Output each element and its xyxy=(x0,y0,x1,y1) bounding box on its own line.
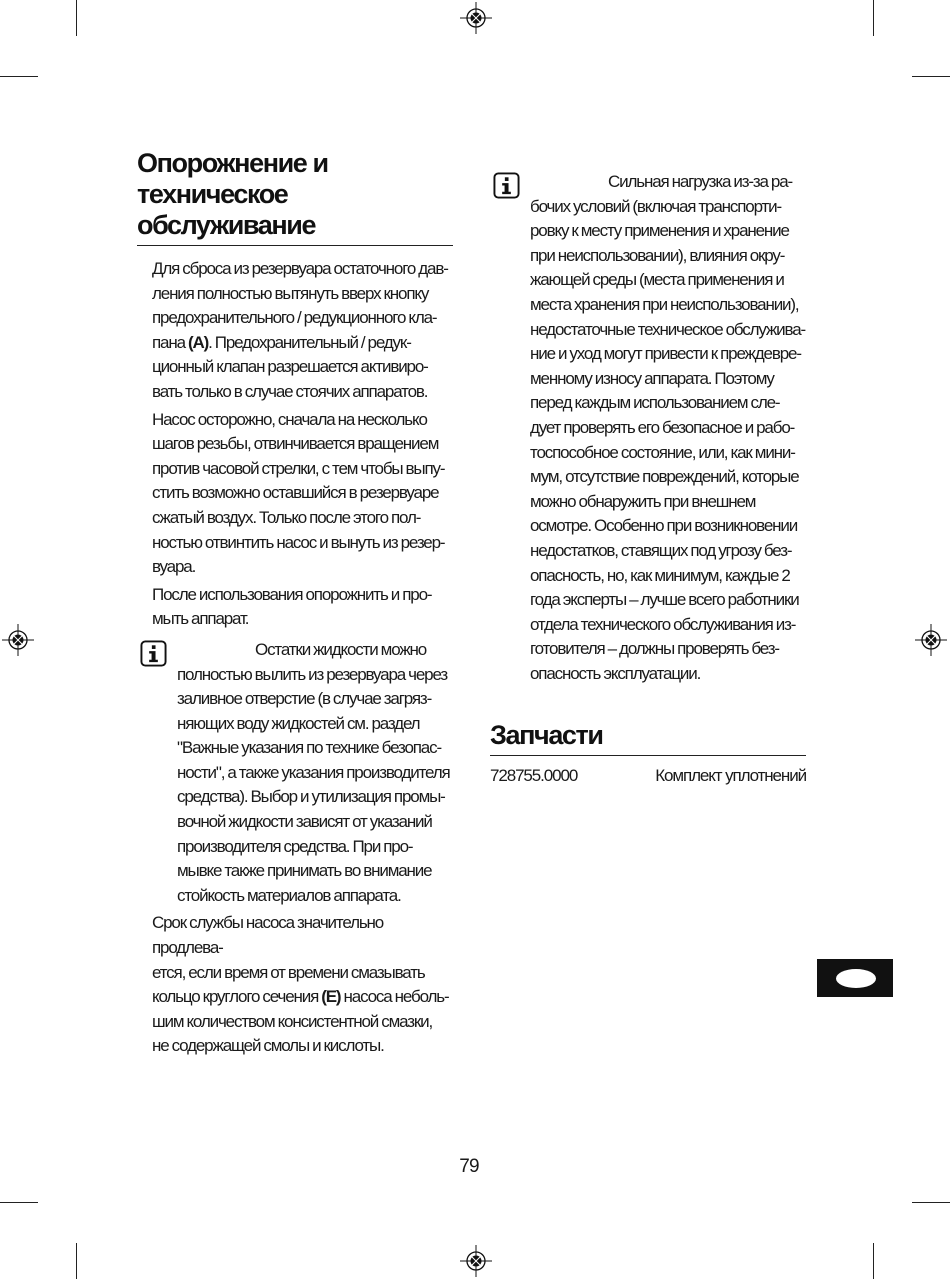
paragraph-rinse xyxy=(137,583,453,632)
text-line: дует проверять его безопасное и рабо- xyxy=(530,417,795,437)
text-line: тоспособное состояние, или, как мини- xyxy=(530,442,795,462)
crop-mark xyxy=(0,76,38,77)
text-line: осмотре. Особенно при возникновении xyxy=(530,516,798,536)
text-line: ется, если время от времени смазывать xyxy=(152,962,425,982)
text-line: стить возможно оставшийся в резервуаре xyxy=(152,483,439,503)
text-line: опасность эксплуатации. xyxy=(530,663,701,683)
text-line: недостатков, ставящих под угрозу без- xyxy=(530,540,792,560)
text-line: предохранительного / редукционного кла- xyxy=(152,308,437,328)
text-line: менному износу аппарата. Поэтому xyxy=(530,368,774,388)
crop-mark xyxy=(76,1243,77,1279)
text-line xyxy=(152,985,453,1010)
text-line: Остатки жидкости можно xyxy=(255,639,427,659)
text-line: бочих условий (включая транспорти- xyxy=(530,196,782,216)
section-heading-spare-parts: Запчасти xyxy=(490,720,806,756)
text-line: средства). Выбор и утилизация промы- xyxy=(177,787,445,807)
text-line: Сильная нагрузка из-за ра- xyxy=(608,172,793,191)
text-line: заливное отверстие (в случае загряз- xyxy=(177,689,432,709)
info-note-residue xyxy=(137,638,453,909)
left-column xyxy=(137,148,453,1059)
language-oval xyxy=(836,969,876,988)
right-column xyxy=(490,148,806,786)
text-line: недостаточные техническое обслужива- xyxy=(530,319,806,339)
heading-line: обслуживание xyxy=(137,210,316,240)
text-line: мум, отсутствие повреждений, которые xyxy=(530,467,799,487)
text-line: можно обнаружить при внешнем xyxy=(530,491,756,511)
text-run: насоса неболь- xyxy=(340,987,449,1007)
spare-part-row xyxy=(490,766,806,786)
registration-mark-icon xyxy=(460,1245,492,1277)
text-line: производителя средства. При про- xyxy=(177,836,413,856)
paragraph-unscrew-pump xyxy=(137,408,453,580)
text-line: ления полностью вытянуть вверх кнопку xyxy=(152,283,429,303)
text-line: шим количеством консистентной смазки, xyxy=(152,1011,433,1031)
text-line: вуара. xyxy=(152,557,196,577)
registration-mark-icon xyxy=(915,624,947,656)
text-line: года эксперты – лучше всего работники xyxy=(530,590,799,610)
text-line: Для сброса из резервуара остаточного дав- xyxy=(152,259,448,278)
text-line: ционный клапан разрешается активиро- xyxy=(152,357,428,377)
text-line: "Важные указания по технике безопас- xyxy=(177,738,441,758)
section-heading-emptying xyxy=(137,148,453,246)
paragraph-lubrication xyxy=(137,911,453,1059)
registration-mark-icon xyxy=(460,2,492,34)
text-line xyxy=(152,331,453,356)
text-line: опасность, но, как минимум, каждые 2 xyxy=(530,565,790,585)
part-ref-e: (E) xyxy=(321,987,341,1007)
text-run: пана xyxy=(152,332,188,352)
info-icon xyxy=(140,640,167,667)
text-line: против часовой стрелки, с тем чтобы выпу- xyxy=(152,458,445,478)
crop-mark xyxy=(76,0,77,36)
text-line: вочной жидкости зависят от указаний xyxy=(177,812,432,832)
text-line: вать только в случае стоячих аппаратов. xyxy=(152,381,428,401)
crop-mark xyxy=(912,76,950,77)
crop-mark xyxy=(873,0,874,36)
info-note-inspection xyxy=(490,170,806,686)
language-tab-marker xyxy=(817,959,893,997)
text-line: перед каждым использованием сле- xyxy=(530,393,780,413)
text-line: жающей среды (места применения и xyxy=(530,270,784,290)
text-line: сжатый воздух. Только после этого пол- xyxy=(152,507,421,527)
text-line: ние и уход могут привести к преждевре- xyxy=(530,344,801,364)
text-run: кольцо круглого сечения xyxy=(152,987,322,1007)
text-line: места хранения при неиспользовании), xyxy=(530,294,799,314)
crop-mark xyxy=(912,1202,950,1203)
text-line: отдела технического обслуживания из- xyxy=(530,614,796,634)
crop-mark xyxy=(0,1202,38,1203)
part-ref-a: (A) xyxy=(187,332,209,352)
text-line: Насос осторожно, сначала на несколько xyxy=(152,409,427,429)
text-line: ровку к месту применения и хранение xyxy=(530,221,789,241)
registration-mark-icon xyxy=(2,624,34,656)
text-line: при неиспользовании), влияния окру- xyxy=(530,245,785,265)
text-line: ности", а также указания производителя xyxy=(177,762,450,782)
part-number: 728755.0000 xyxy=(490,766,578,786)
page-number: 79 xyxy=(459,1156,479,1177)
text-line: Срок службы насоса значительно продлева- xyxy=(152,913,384,958)
paragraph-pressure-release xyxy=(137,257,453,405)
text-line: шагов резьбы, отвинчивается вращением xyxy=(152,434,439,454)
text-line: готовителя – должны проверять без- xyxy=(530,639,779,659)
text-line: ностью отвинтить насос и вынуть из резер- xyxy=(152,532,445,552)
info-icon xyxy=(493,172,520,199)
text-line: мыть аппарат. xyxy=(152,609,249,629)
text-line: стойкость материалов аппарата. xyxy=(177,885,401,905)
text-run: . Предохранительный / редук- xyxy=(208,332,411,352)
text-line: не содержащей смолы и кислоты. xyxy=(152,1036,384,1056)
text-line: мывке также принимать во внимание xyxy=(177,861,432,881)
text-line: После использования опорожнить и про- xyxy=(152,584,432,604)
text-line: няющих воду жидкостей см. раздел xyxy=(177,713,420,733)
part-name: Комплект уплотнений xyxy=(655,766,806,786)
heading-line: Опорожнение и техническое xyxy=(137,148,328,209)
text-line: полностью вылить из резервуара через xyxy=(177,664,448,684)
crop-mark xyxy=(873,1243,874,1279)
